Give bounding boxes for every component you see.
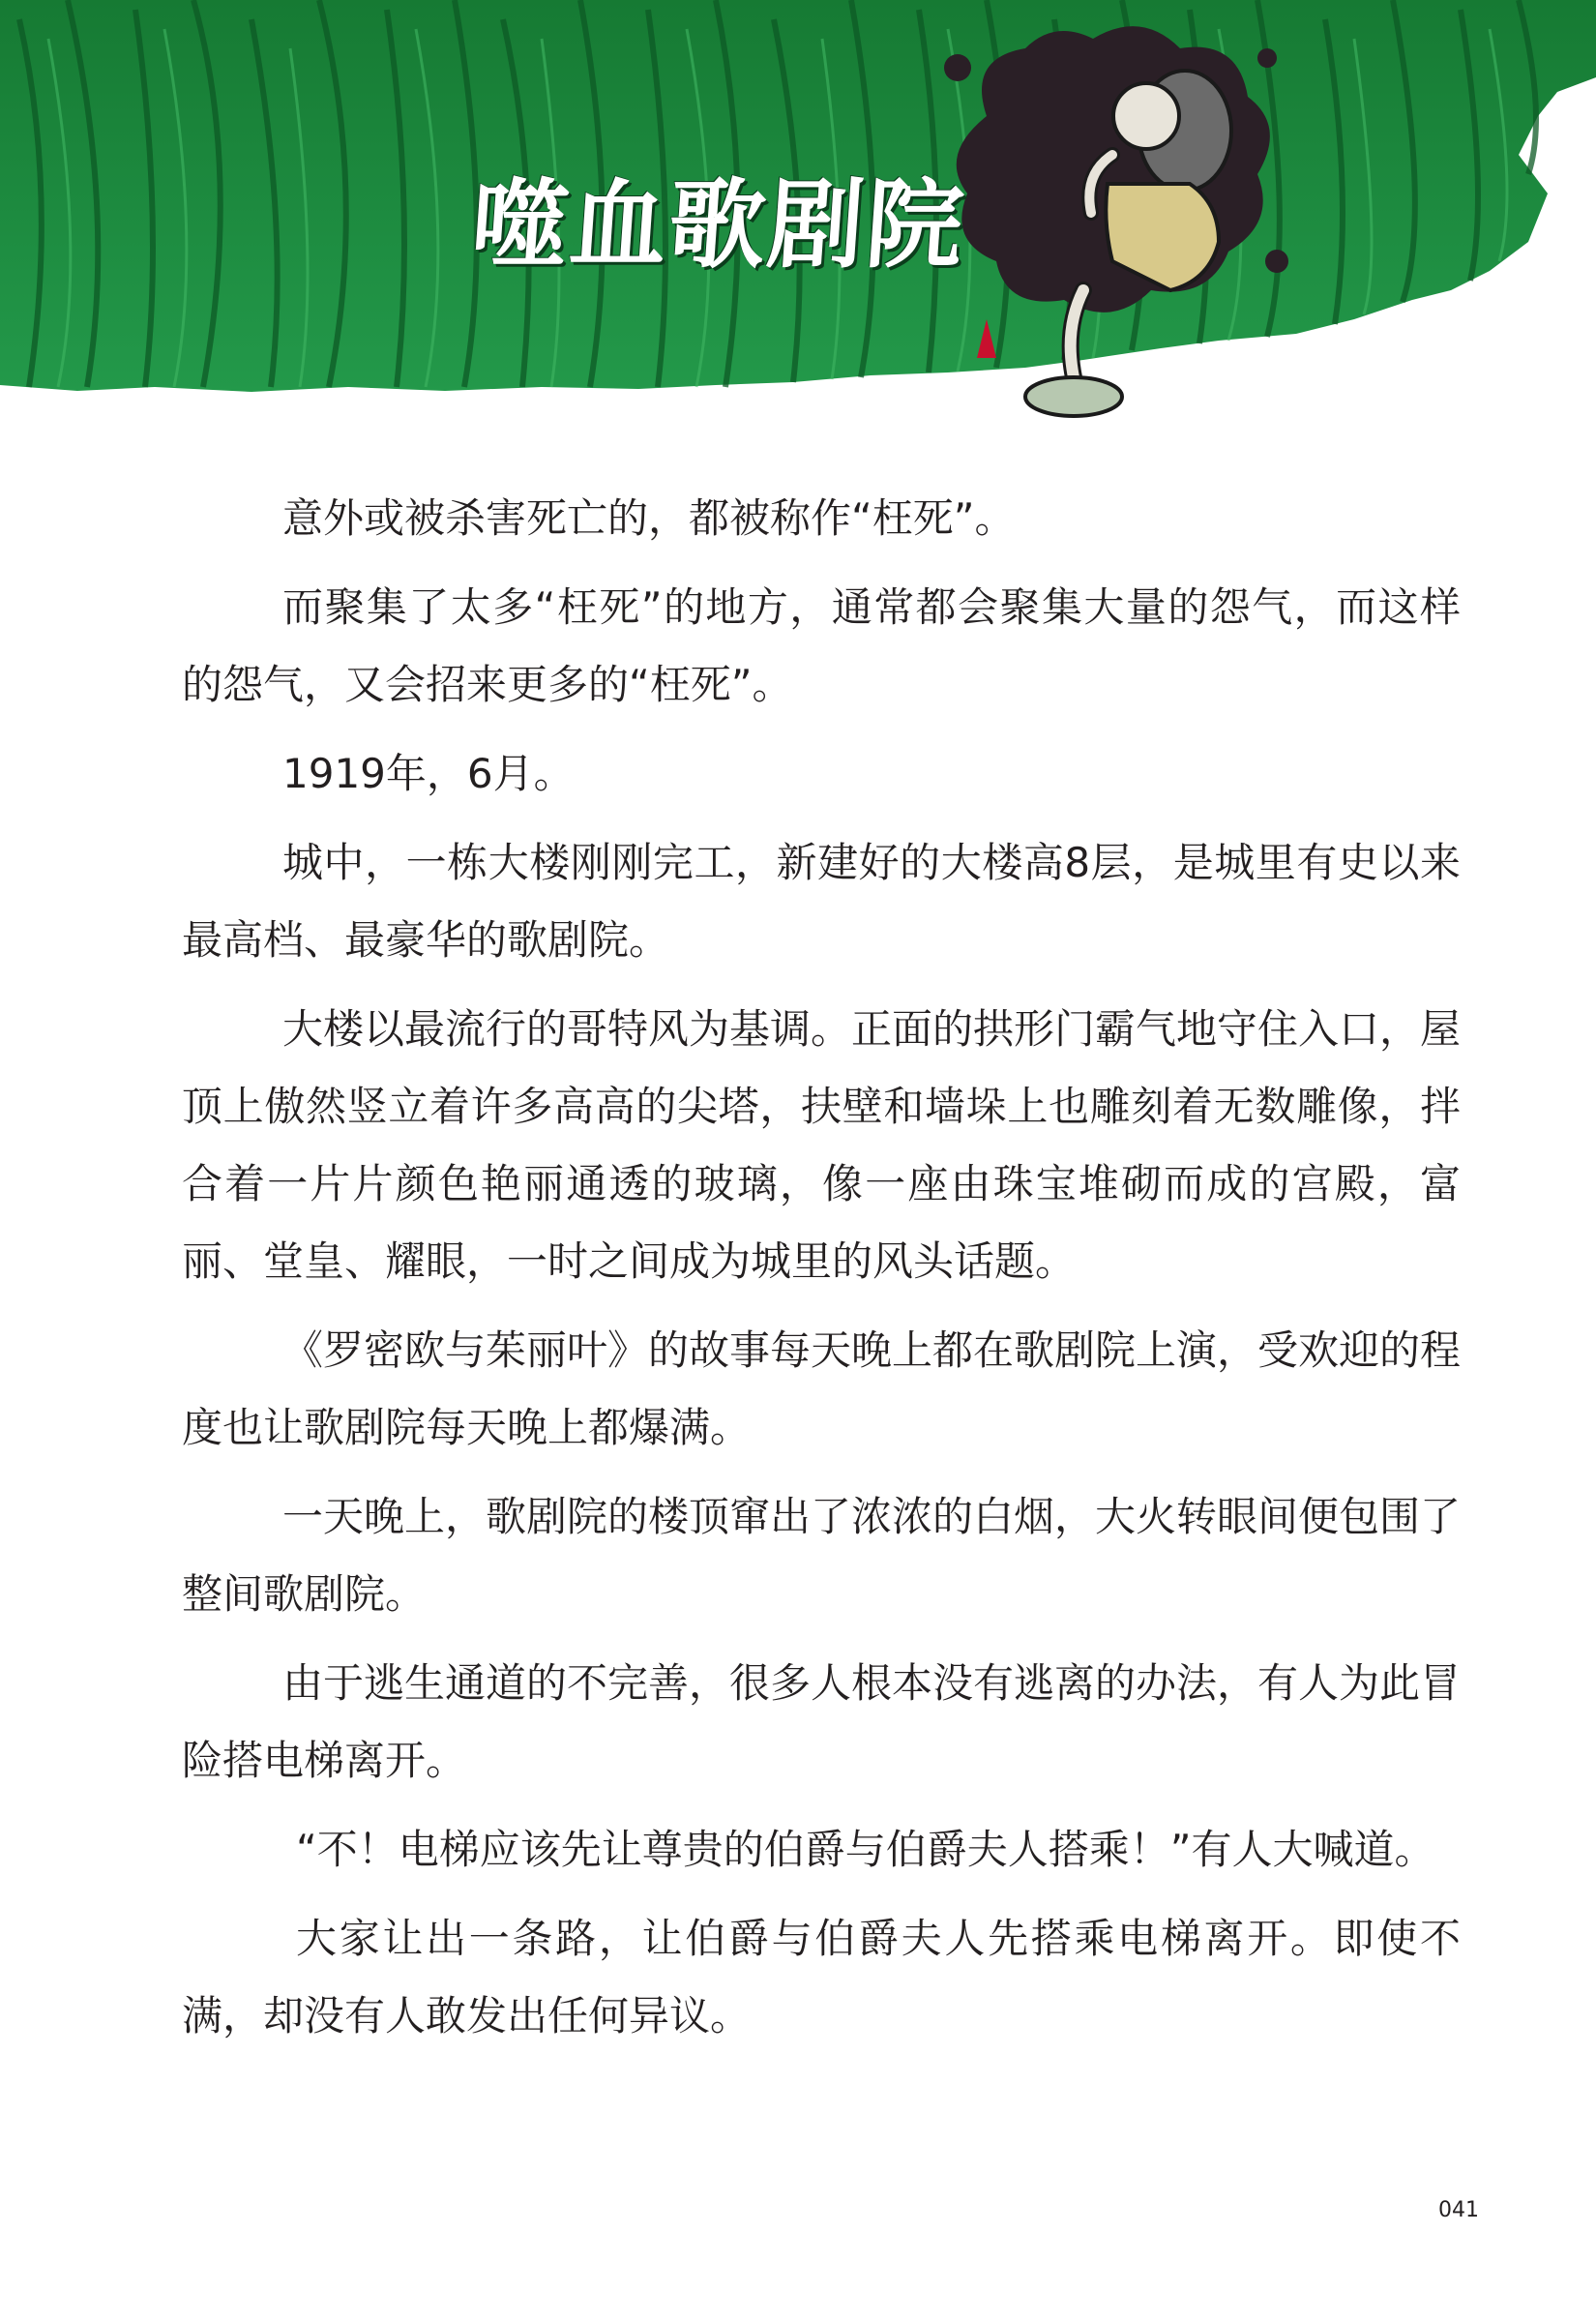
paragraph: 大家让出一条路，让伯爵与伯爵夫人先搭乘电梯离开。即使不满，却没有人敢发出任何异议。 [182, 1915, 1461, 2039]
paragraph: 意外或被杀害死亡的，都被称作“枉死”。 [282, 494, 1016, 542]
paragraph: 一天晚上，歌剧院的楼顶窜出了浓浓的白烟，大火转眼间便包围了整间歌剧院。 [182, 1493, 1462, 1618]
paragraph: 城中，一栋大楼刚刚完工，新建好的大楼高8层，是城里有史以来最高档、最豪华的歌剧院。 [182, 839, 1461, 964]
paragraph: 而聚集了太多“枉死”的地方，通常都会聚集大量的怨气，而这样的怨气，又会招来更多的“枉死”。 [182, 583, 1461, 708]
paragraph: 由于逃生通道的不完善，很多人根本没有逃离的办法，有人为此冒险搭电梯离开。 [182, 1659, 1462, 1784]
paragraph: 1919年，6月。 [282, 750, 575, 797]
page-number: 041 [1438, 2198, 1479, 2222]
page-title: 噬血歌剧院 [467, 168, 969, 282]
paragraph: “不！电梯应该先让尊贵的伯爵与伯爵夫人搭乘！”有人大喊道。 [296, 1826, 1435, 1873]
paragraph: 《罗密欧与茱丽叶》的故事每天晚上都在歌剧院上演，受欢迎的程度也让歌剧院每天晚上都爆满。 [182, 1326, 1462, 1451]
body-text [182, 480, 1461, 2067]
paragraph: 大楼以最流行的哥特风为基调。正面的拱形门霸气地守住入口，屋顶上傲然竖立着许多高高的尖塔，扶壁和墙垛上也雕刻着无数雕像，拌合着一片片颜色艳丽通透的玻璃，像一座由珠宝堆砌而成的宫殿，富丽、堂皇、耀眼，一时之间成为城里的风头话题。 [182, 1005, 1462, 1285]
